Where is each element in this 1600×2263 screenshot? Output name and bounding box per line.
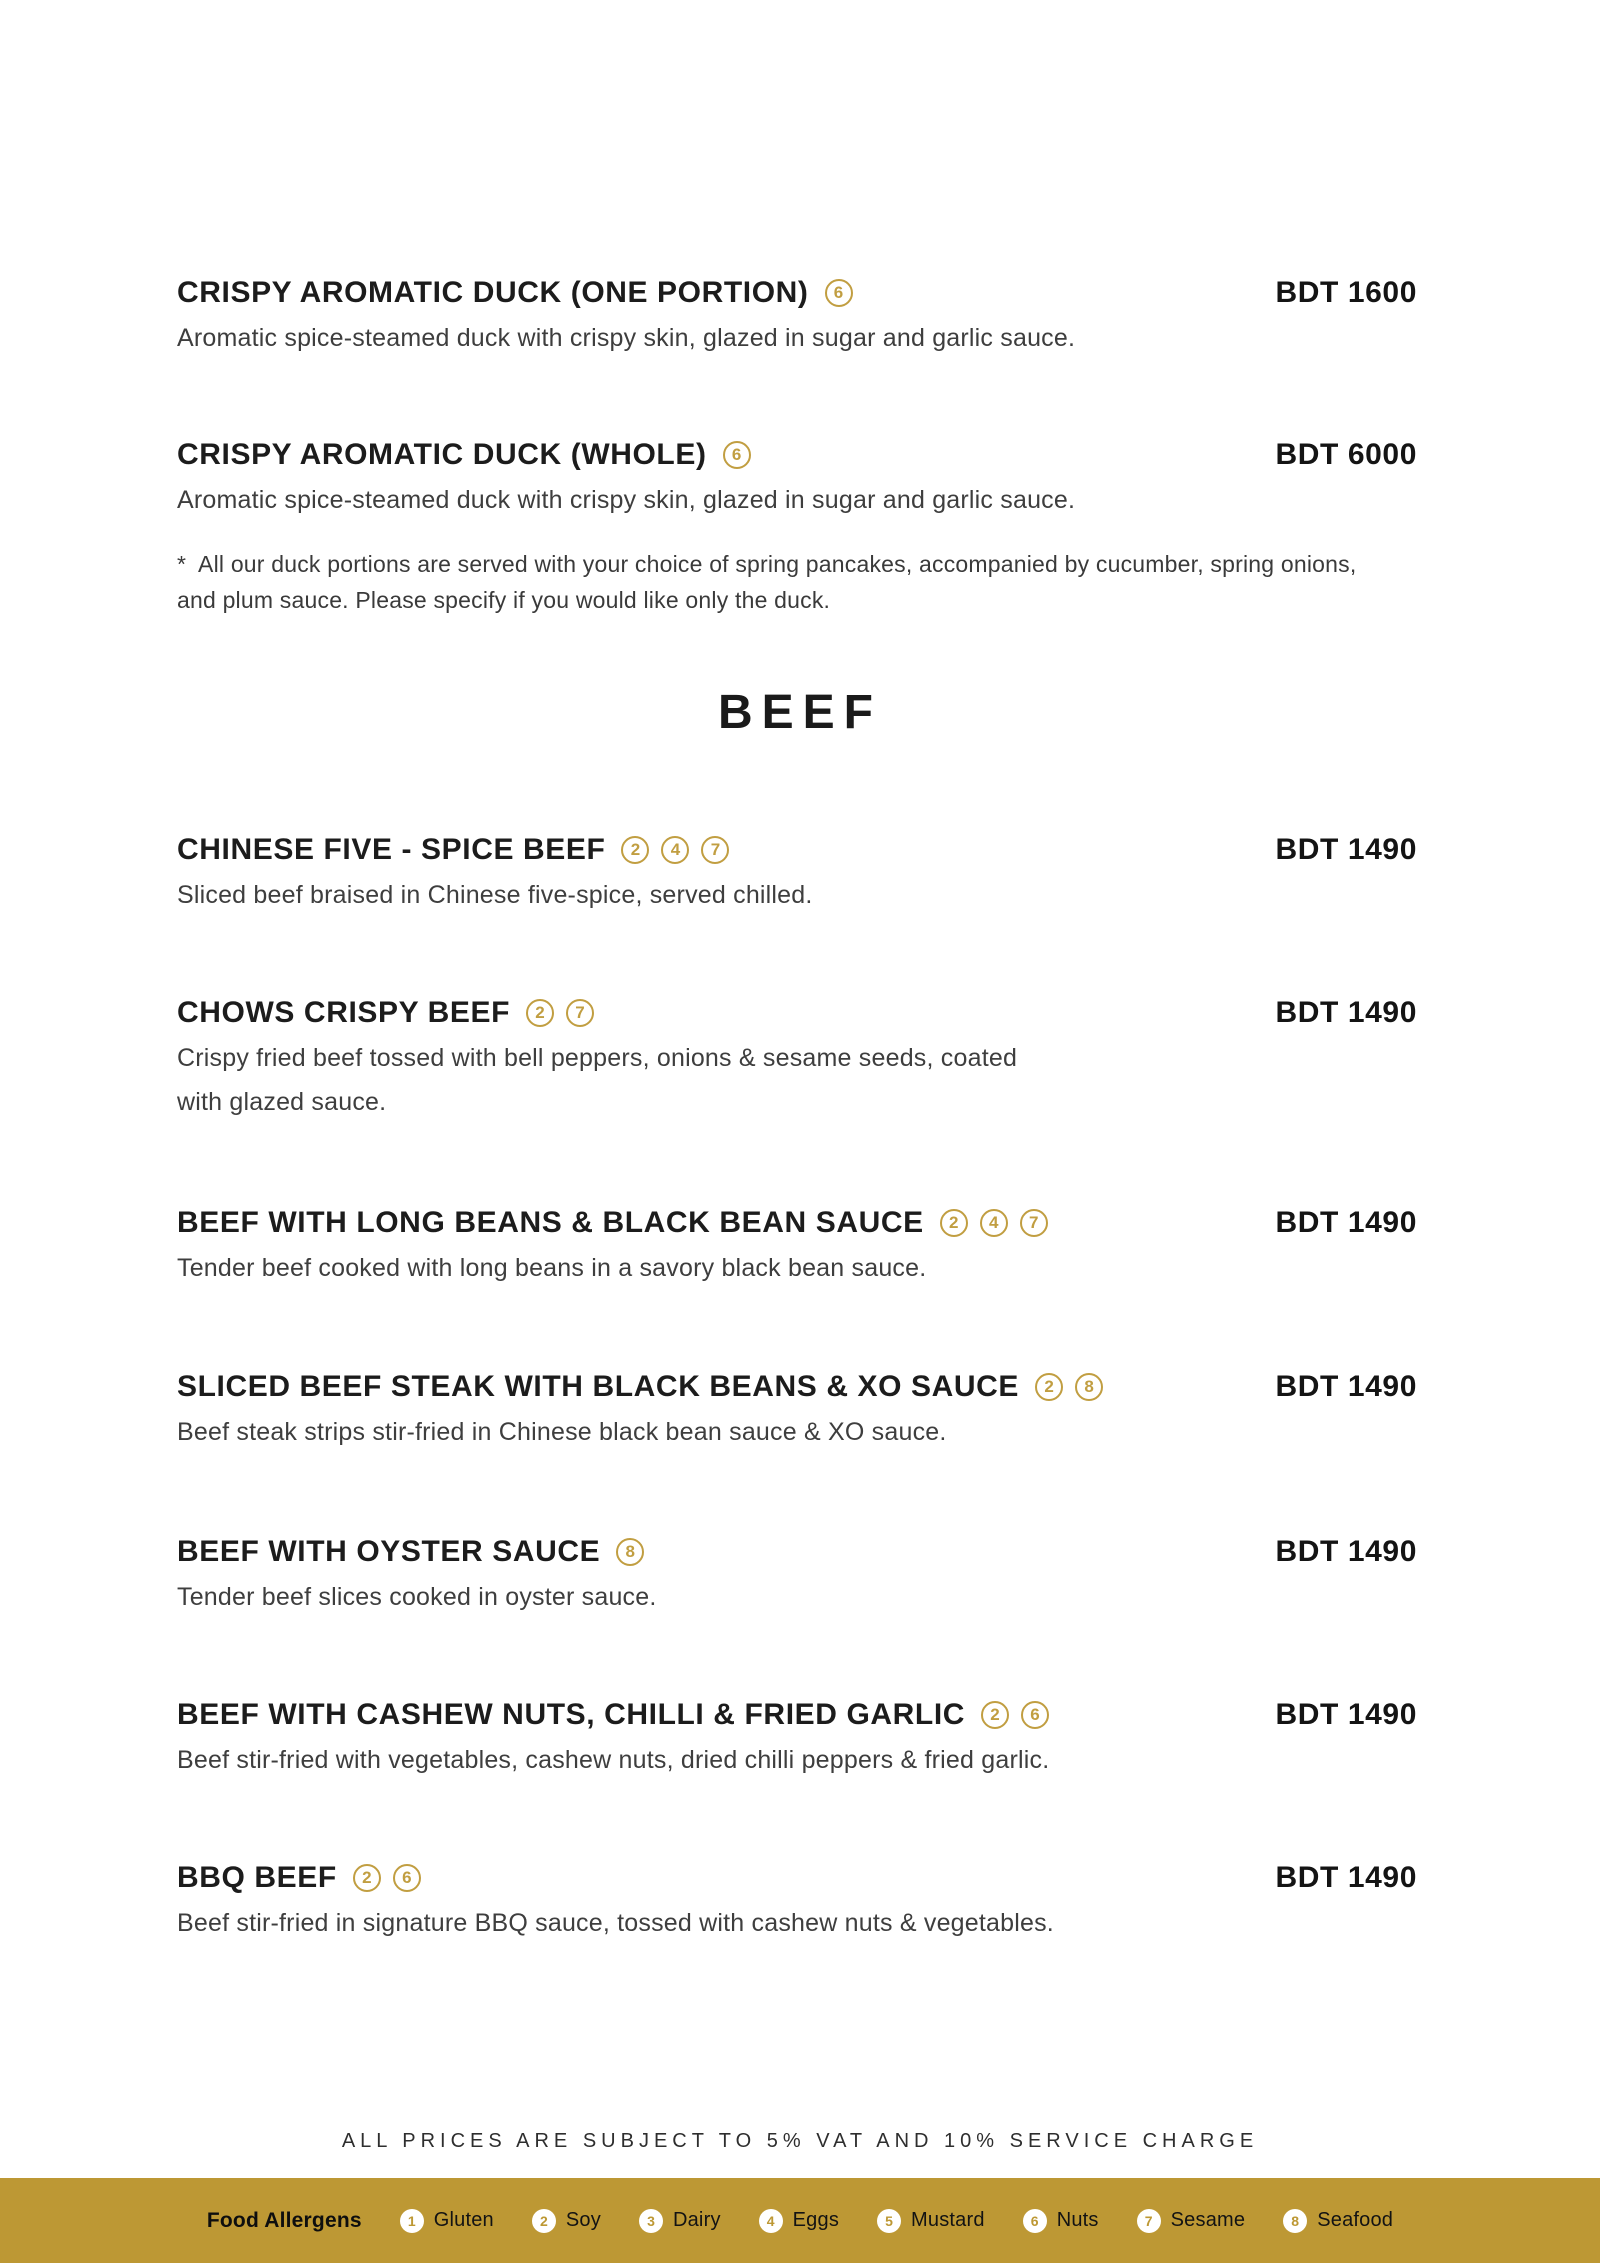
allergen-badge: 7: [701, 836, 729, 864]
item-desc: Aromatic spice-steamed duck with crispy skin, glazed in sugar and garlic sauce.: [177, 324, 1076, 352]
allergen-name: Gluten: [433, 2209, 494, 2231]
allergen-badge: 2: [621, 836, 649, 864]
vat-notice: ALL PRICES ARE SUBJECT TO 5% VAT AND 10% SERVICE CHARGE: [341, 2130, 1259, 2152]
menu-item: [177, 1856, 1417, 1944]
allergen-number-icon: 5: [877, 2209, 901, 2233]
menu-item: [177, 828, 1417, 916]
section-title: BEEF: [717, 686, 882, 739]
duck-note: [177, 546, 1356, 618]
allergen-number-icon: 1: [400, 2209, 424, 2233]
item-name: BBQ BEEF: [177, 1861, 337, 1894]
item-name: CHOWS CRISPY BEEF: [177, 996, 511, 1029]
allergen-legend-item: [639, 2209, 721, 2233]
allergen-legend-item: [1137, 2209, 1246, 2233]
allergen-badge: 6: [825, 279, 853, 307]
allergen-badge: 2: [940, 1209, 968, 1237]
allergen-badge: 6: [393, 1864, 421, 1892]
item-name: BEEF WITH CASHEW NUTS, CHILLI & FRIED GARLIC: [177, 1698, 966, 1731]
item-name: CHINESE FIVE - SPICE BEEF: [177, 833, 606, 866]
allergen-number-icon: 4: [759, 2209, 783, 2233]
item-desc: Beef stir-fried in signature BBQ sauce, tossed with cashew nuts & vegetables.: [177, 1909, 1054, 1937]
duck-note-line: and plum sauce. Please specify if you would like only the duck.: [177, 587, 831, 613]
allergen-name: Mustard: [911, 2209, 985, 2231]
menu-item: [177, 1201, 1417, 1289]
allergen-name: Dairy: [672, 2209, 721, 2231]
item-desc: Beef steak strips stir-fried in Chinese black bean sauce & XO sauce.: [177, 1418, 947, 1446]
item-name: CRISPY AROMATIC DUCK (WHOLE): [177, 438, 707, 471]
allergen-badge: 7: [566, 999, 594, 1027]
menu-item: [177, 1365, 1417, 1453]
allergen-number-icon: 2: [532, 2209, 556, 2233]
item-desc: Tender beef slices cooked in oyster sauce.: [177, 1583, 657, 1611]
item-name: CRISPY AROMATIC DUCK (ONE PORTION): [177, 276, 809, 309]
menu-item: [177, 1693, 1417, 1781]
item-desc: Crispy fried beef tossed with bell peppers, onions & sesame seeds, coated: [177, 1044, 1018, 1072]
allergen-badge: 4: [980, 1209, 1008, 1237]
item-price: BDT 1490: [1275, 1370, 1417, 1403]
allergen-legend-item: [532, 2209, 601, 2233]
allergen-name: Sesame: [1170, 2209, 1246, 2231]
allergen-badge: 8: [1075, 1373, 1103, 1401]
allergen-bar: [0, 2178, 1600, 2263]
item-price: BDT 1490: [1275, 996, 1417, 1029]
allergen-legend-item: [877, 2209, 985, 2233]
food-allergens-label: Food Allergens: [206, 2208, 362, 2232]
allergen-number-icon: 6: [1023, 2209, 1047, 2233]
item-desc: Beef stir-fried with vegetables, cashew nuts, dried chilli peppers & fried garlic.: [177, 1746, 1050, 1774]
menu-item: [177, 991, 1417, 1123]
item-name: SLICED BEEF STEAK WITH BLACK BEANS & XO SAUCE: [177, 1370, 1020, 1403]
allergen-badge: 2: [526, 999, 554, 1027]
allergen-badge: 4: [661, 836, 689, 864]
item-price: BDT 1490: [1275, 1861, 1417, 1894]
allergen-legend-item: [400, 2209, 494, 2233]
allergen-badge: 2: [1035, 1373, 1063, 1401]
allergen-legend-item: [1283, 2209, 1393, 2233]
allergen-badge: 2: [353, 1864, 381, 1892]
allergen-legend-item: [759, 2209, 839, 2233]
menu-item: [177, 433, 1417, 521]
duck-note-line: * All our duck portions are served with your choice of spring pancakes, accompanied by cucumber, spring onions,: [177, 551, 1357, 577]
allergen-badge: 8: [616, 1538, 644, 1566]
item-desc: Tender beef cooked with long beans in a savory black bean sauce.: [177, 1254, 927, 1282]
allergen-name: Nuts: [1056, 2209, 1099, 2231]
item-price: BDT 1490: [1275, 833, 1417, 866]
allergen-name: Eggs: [792, 2209, 840, 2231]
menu-item: [177, 271, 1417, 359]
item-desc: Aromatic spice-steamed duck with crispy skin, glazed in sugar and garlic sauce.: [177, 486, 1076, 514]
allergen-number-icon: 8: [1283, 2209, 1307, 2233]
allergen-badge: 6: [723, 441, 751, 469]
menu-item: [177, 1530, 1417, 1618]
item-price: BDT 1490: [1275, 1535, 1417, 1568]
allergen-badge: 2: [981, 1701, 1009, 1729]
allergen-badge: 6: [1021, 1701, 1049, 1729]
item-price: BDT 6000: [1275, 438, 1417, 471]
item-price: BDT 1490: [1275, 1698, 1417, 1731]
item-desc: Sliced beef braised in Chinese five-spice, served chilled.: [177, 881, 813, 909]
allergen-badge: 7: [1020, 1209, 1048, 1237]
item-name: BEEF WITH OYSTER SAUCE: [177, 1535, 601, 1568]
item-price: BDT 1490: [1275, 1206, 1417, 1239]
item-desc: with glazed sauce.: [177, 1088, 387, 1116]
allergen-number-icon: 3: [639, 2209, 663, 2233]
allergen-name: Soy: [565, 2209, 601, 2231]
item-name: BEEF WITH LONG BEANS & BLACK BEAN SAUCE: [177, 1206, 924, 1239]
allergen-name: Seafood: [1317, 2209, 1394, 2231]
item-price: BDT 1600: [1275, 276, 1417, 309]
allergen-legend-item: [1023, 2209, 1099, 2233]
allergen-number-icon: 7: [1137, 2209, 1161, 2233]
